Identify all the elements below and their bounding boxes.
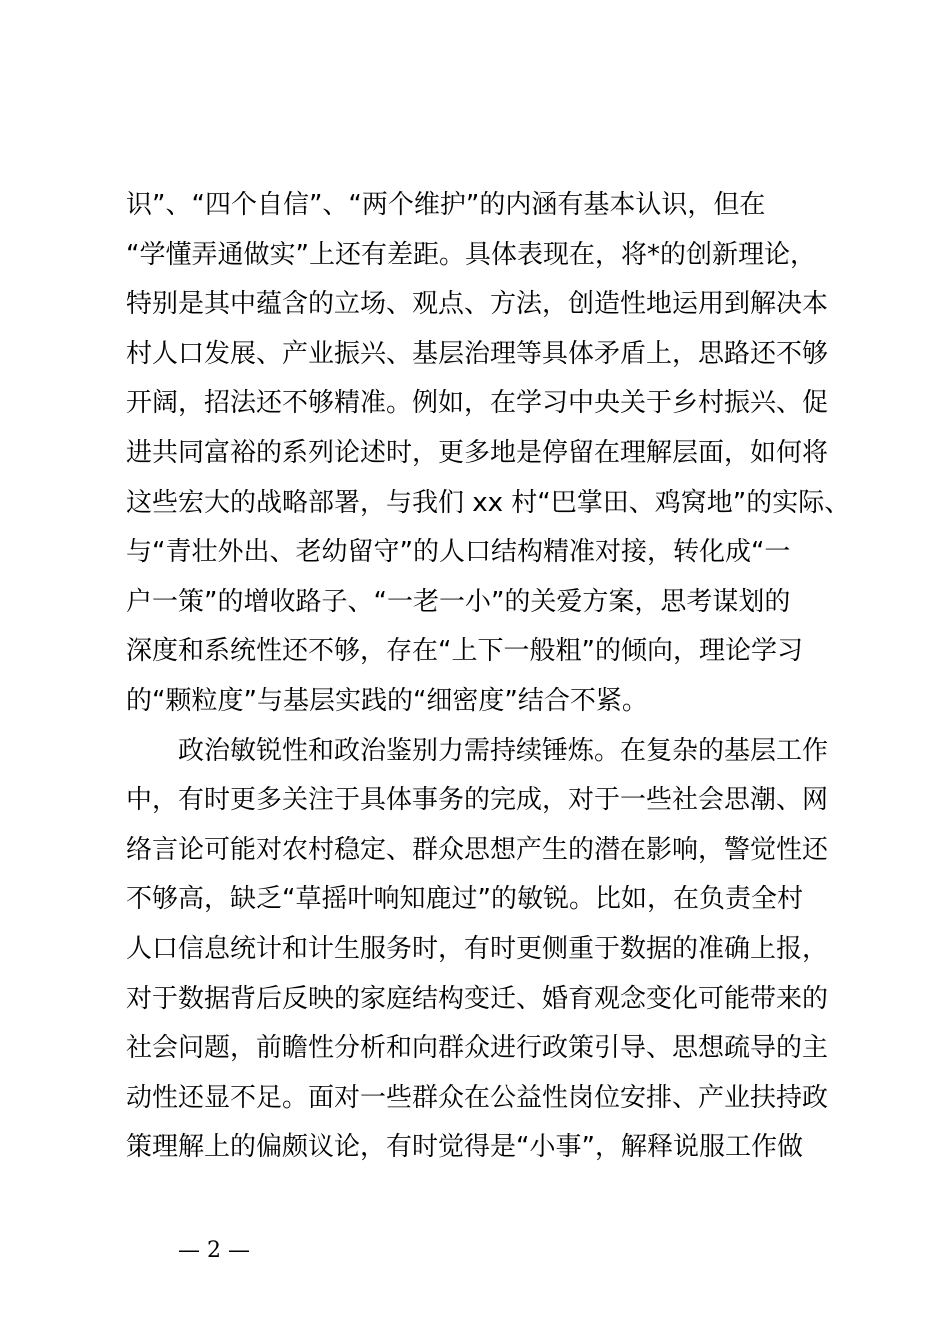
text-line: 深度和系统性还不够，存在“上下一般粗”的倾向，理论学习 <box>126 636 803 667</box>
text-line: 动性还显不足。面对一些群众在公益性岗位安排、产业扶持政 <box>126 1082 829 1113</box>
text-line: 这些宏大的战略部署，与我们 xx 村“巴掌田、鸡窝地”的实际、 <box>126 487 851 518</box>
text-line: 开阔，招法还不够精准。例如，在学习中央关于乡村振兴、促 <box>126 388 829 419</box>
text-line: 社会问题，前瞻性分析和向群众进行政策引导、思想疏导的主 <box>126 1033 829 1064</box>
text-line: 策理解上的偏颇议论，有时觉得是“小事”，解释说服工作做 <box>126 1132 803 1163</box>
text-line: 户一策”的增收路子、“一老一小”的关爱方案，思考谋划的 <box>126 586 791 617</box>
text-line: 识”、“四个自信”、“两个维护”的内涵有基本认识，但在 <box>126 190 766 220</box>
text-line: 特别是其中蕴含的立场、观点、方法，创造性地运用到解决本 <box>126 289 829 320</box>
text-line: 络言论可能对农村稳定、群众思想产生的潜在影响，警觉性还 <box>126 834 829 865</box>
text-line: “学懂弄通做实”上还有差距。具体表现在，将*的创新理论， <box>126 239 816 270</box>
text-line: 人口信息统计和计生服务时，有时更侧重于数据的准确上报， <box>126 933 829 964</box>
page-number: — 2 — <box>178 1238 250 1263</box>
text-line: 进共同富裕的系列论述时，更多地是停留在理解层面，如何将 <box>126 437 829 468</box>
text-line: 的“颗粒度”与基层实践的“细密度”结合不紧。 <box>126 685 648 716</box>
body-text <box>126 181 851 1173</box>
text-line: 村人口发展、产业振兴、基层治理等具体矛盾上，思路还不够 <box>126 338 829 369</box>
paragraph-start-line: 政治敏锐性和政治鉴别力需持续锤炼。在复杂的基层工作 <box>178 735 829 766</box>
text-line: 中，有时更多关注于具体事务的完成，对于一些社会思潮、网 <box>126 785 829 816</box>
text-line: 不够高，缺乏“草摇叶响知鹿过”的敏锐。比如，在负责全村 <box>126 884 803 915</box>
text-line: 与“青壮外出、老幼留守”的人口结构精准对接，转化成“一 <box>126 537 791 568</box>
text-line: 对于数据背后反映的家庭结构变迁、婚育观念变化可能带来的 <box>126 983 829 1014</box>
